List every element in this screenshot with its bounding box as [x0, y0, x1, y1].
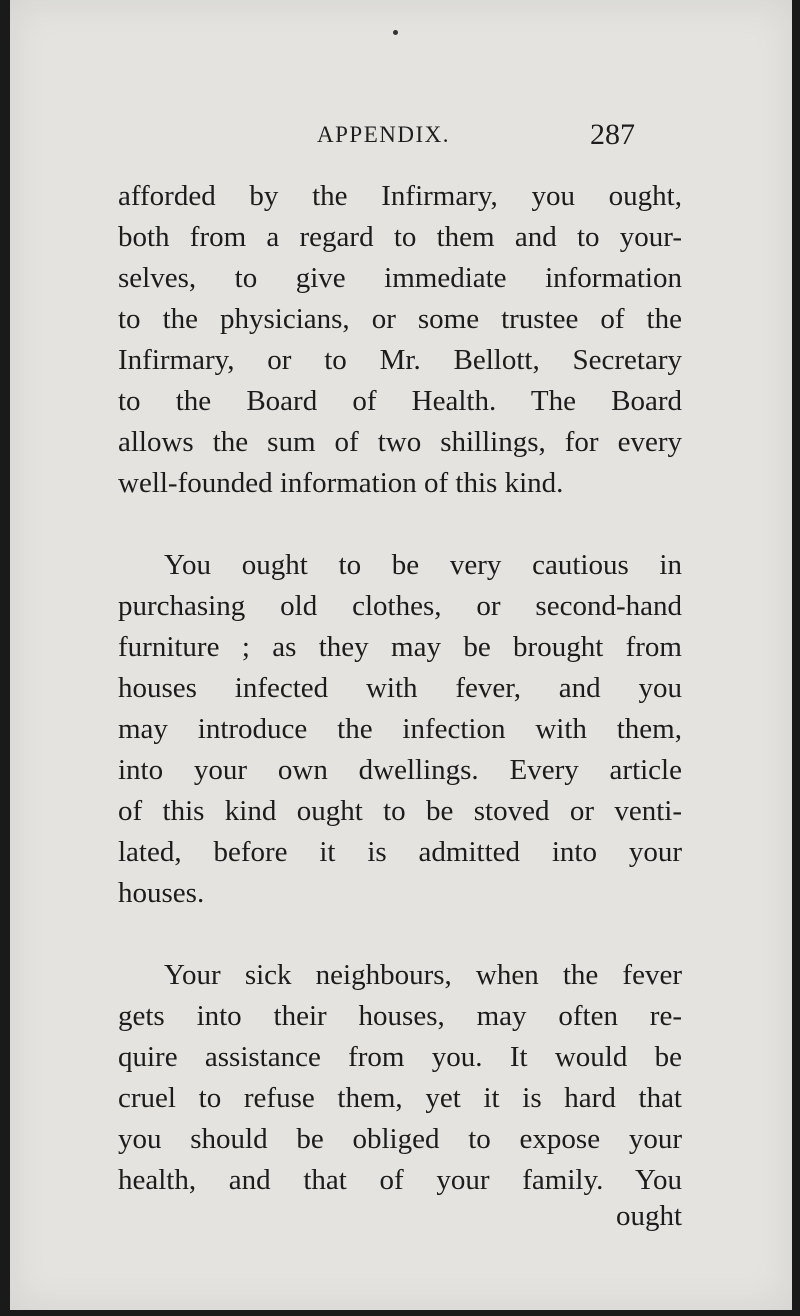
text-line: selves, to give immediate information — [118, 262, 682, 294]
text-line: lated, before it is admitted into your — [118, 836, 682, 868]
text-line: quire assistance from you. It would be — [118, 1041, 682, 1073]
text-line: to the Board of Health. The Board — [118, 385, 682, 417]
text-line: well-founded information of this kind. — [118, 467, 564, 499]
text-line: health, and that of your family. You — [118, 1164, 682, 1196]
body-text — [118, 176, 682, 1232]
text-line: of this kind ought to be stoved or venti- — [118, 795, 682, 827]
text-line: you should be obliged to expose your — [118, 1123, 682, 1155]
text-line: You ought to be very cautious in — [164, 549, 682, 581]
text-line: may introduce the infection with them, — [118, 713, 682, 745]
text-line: Your sick neighbours, when the fever — [164, 959, 682, 991]
text-line: furniture ; as they may be brought from — [118, 631, 682, 663]
text-line: houses infected with fever, and you — [118, 672, 682, 704]
paragraph-1 — [118, 176, 682, 504]
text-line: gets into their houses, may often re- — [118, 1000, 682, 1032]
page-header — [10, 118, 792, 162]
running-head: APPENDIX. — [317, 122, 450, 147]
paragraph-2 — [118, 545, 682, 914]
text-line: purchasing old clothes, or second-hand — [118, 590, 682, 622]
paragraph-3 — [118, 955, 682, 1201]
text-line: houses. — [118, 877, 205, 909]
book-page — [10, 0, 792, 1310]
text-line: allows the sum of two shillings, for every — [118, 426, 682, 458]
text-line: into your own dwellings. Every article — [118, 754, 682, 786]
ink-speck — [393, 30, 398, 35]
text-line: to the physicians, or some trustee of the — [118, 303, 682, 335]
catchword: ought — [615, 1200, 682, 1232]
text-line: cruel to refuse them, yet it is hard that — [118, 1082, 682, 1114]
text-line: both from a regard to them and to your- — [118, 221, 682, 253]
text-line: afforded by the Infirmary, you ought, — [118, 180, 682, 212]
page-number: 287 — [590, 118, 635, 151]
text-line: Infirmary, or to Mr. Bellott, Secretary — [118, 344, 682, 376]
